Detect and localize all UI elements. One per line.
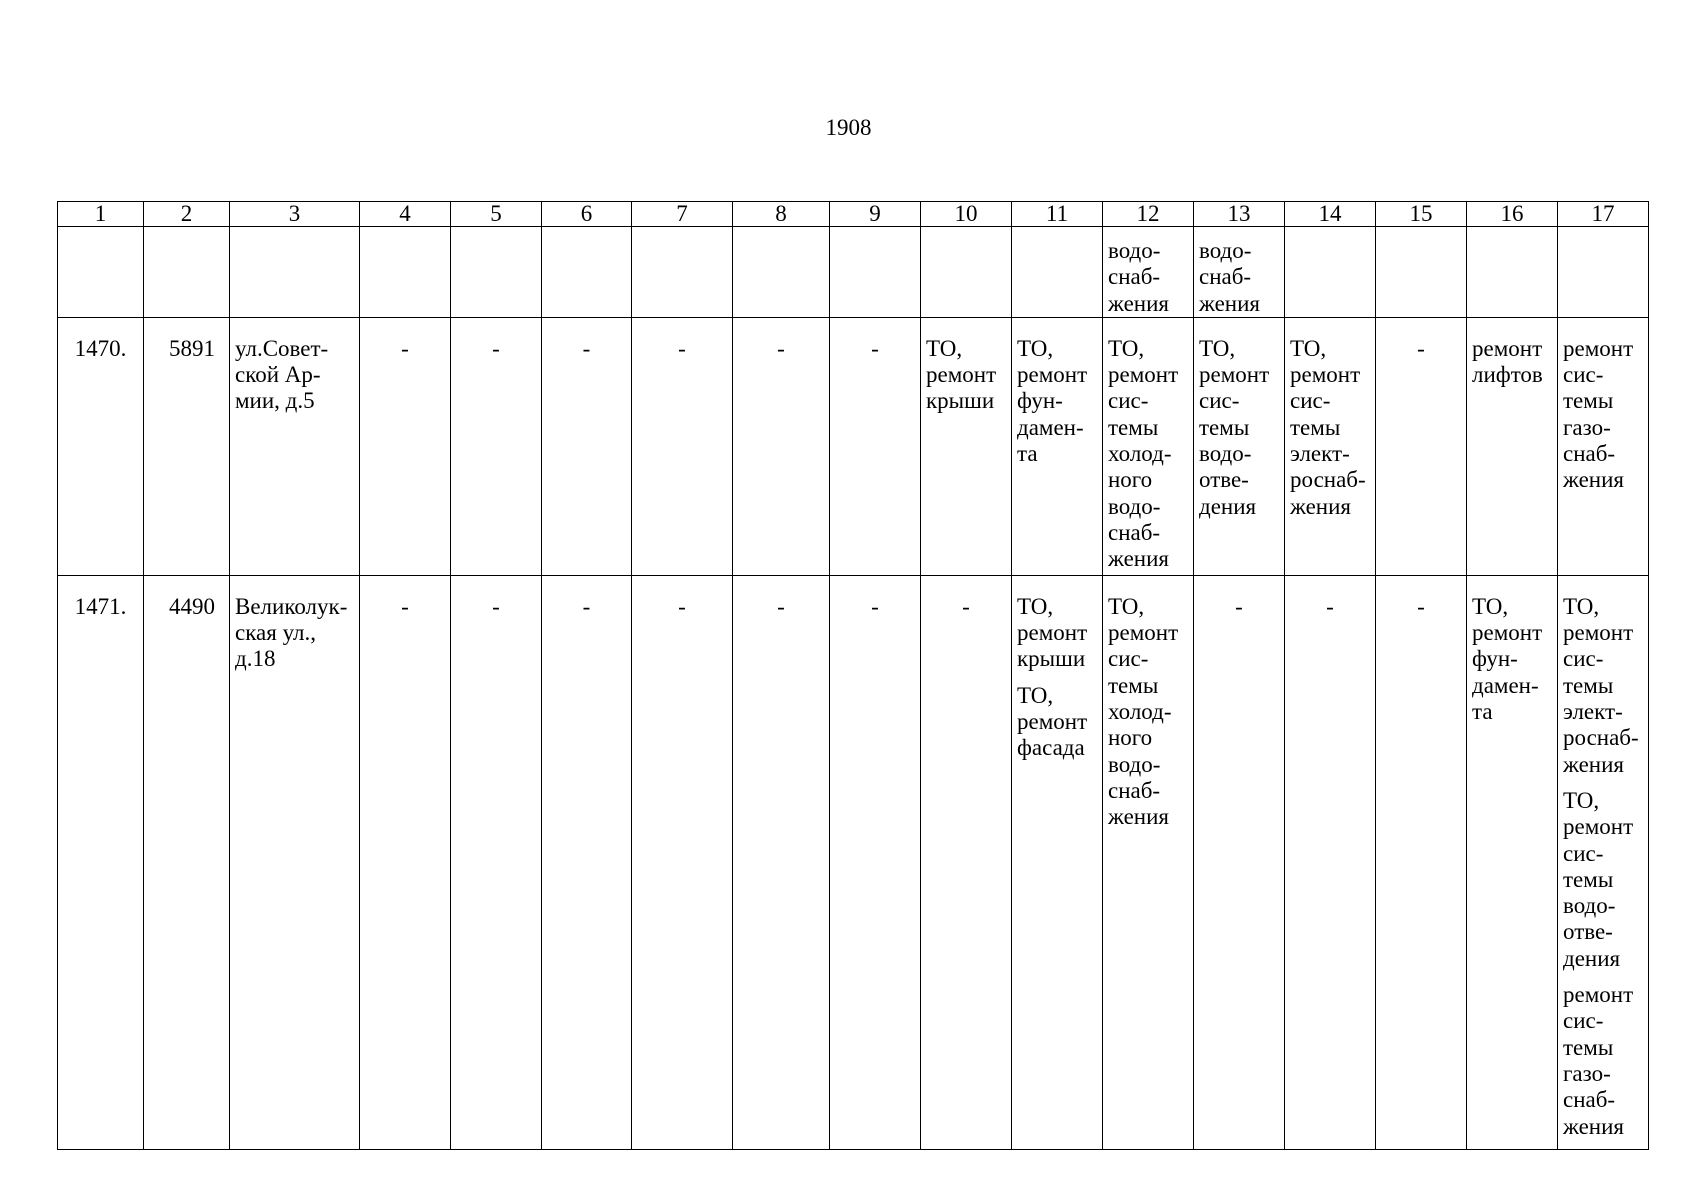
cell-line: дамен-	[1472, 672, 1539, 698]
work-item	[1558, 318, 1648, 494]
table-cell	[1558, 227, 1649, 318]
work-item	[1103, 576, 1193, 831]
work-item	[1285, 318, 1375, 520]
cell-line: ТО,	[1017, 682, 1054, 708]
table-cell	[360, 575, 451, 1149]
cell-line: ремонт	[1199, 362, 1270, 388]
dash: -	[492, 593, 500, 619]
column-number-row	[58, 202, 1649, 227]
cell-line: ТО,	[1563, 593, 1600, 619]
cell-line: темы	[1108, 414, 1159, 440]
cell-line: сис-	[1563, 646, 1604, 672]
row-number: 1470.	[74, 335, 127, 361]
address	[230, 576, 359, 673]
cell-text	[1194, 227, 1284, 317]
table-cell	[1103, 575, 1194, 1149]
table-cell	[733, 317, 830, 575]
cell-entry	[1199, 336, 1279, 520]
cell-line: фун-	[1017, 388, 1063, 414]
cell-line: ремонт	[1017, 620, 1088, 646]
cell-line: ремонт	[1563, 335, 1634, 361]
cell-entry	[1017, 336, 1097, 467]
dash: -	[777, 335, 785, 361]
cell-entry	[1017, 594, 1097, 673]
cell-entry	[1563, 982, 1643, 1140]
cell-line: снаб-	[1108, 777, 1161, 803]
table-cell	[451, 227, 542, 318]
cell-line: жения	[1108, 804, 1169, 830]
dash: -	[401, 593, 409, 619]
column-number: 6	[542, 202, 632, 227]
code-cell	[144, 317, 230, 575]
cell-line: та	[1472, 699, 1493, 725]
cell-line: ТО,	[1290, 335, 1327, 361]
cell-line: снаб-	[1108, 264, 1161, 290]
address-cell	[230, 575, 360, 1149]
column-number: 14	[1285, 202, 1376, 227]
table-cell	[1103, 227, 1194, 318]
table-cell	[451, 575, 542, 1149]
row-number-cell	[58, 575, 144, 1149]
cell-line: сис-	[1563, 1008, 1604, 1034]
table-cell	[451, 317, 542, 575]
cell-line: снаб-	[1199, 264, 1252, 290]
table-cell	[1194, 227, 1285, 318]
column-number: 16	[1467, 202, 1558, 227]
cell-line: ного	[1108, 467, 1153, 493]
table-cell	[58, 227, 144, 318]
cell-line: элект-	[1563, 699, 1623, 725]
work-item	[1012, 576, 1102, 762]
table-cell	[144, 227, 230, 318]
cell-line: ТО,	[1017, 335, 1054, 361]
row-number: 1471.	[74, 593, 127, 619]
table-cell	[1285, 227, 1376, 318]
table-cell	[1376, 575, 1467, 1149]
table-cell	[830, 317, 921, 575]
dash: -	[582, 593, 591, 619]
address-cell	[230, 317, 360, 575]
cell-line: ремонт	[1472, 620, 1543, 646]
table-cell	[1103, 317, 1194, 575]
cell-line: отве-	[1563, 919, 1613, 945]
cell-line: снаб-	[1563, 441, 1616, 467]
cell-line: водо-	[1199, 238, 1252, 263]
table-cell	[360, 227, 451, 318]
cell-line: жения	[1563, 751, 1624, 777]
cell-line: ного	[1108, 725, 1153, 751]
table-cell	[733, 575, 830, 1149]
dash: -	[962, 593, 970, 619]
cell-line: фун-	[1472, 646, 1518, 672]
cell-line: сис-	[1563, 362, 1604, 388]
dash: -	[492, 335, 500, 361]
cell-line: дения	[1199, 493, 1257, 519]
cell-line: ремонт	[1017, 362, 1088, 388]
cell-line: крыши	[926, 388, 995, 414]
table-cell	[1558, 317, 1649, 575]
cell-line: сис-	[1290, 388, 1331, 414]
table-cell	[1012, 575, 1103, 1149]
cell-line: мии, д.5	[235, 388, 315, 414]
cell-line: Великолук-	[235, 593, 348, 619]
column-number: 1	[58, 202, 144, 227]
cell-line: жения	[1290, 493, 1351, 519]
cell-line: газо-	[1563, 414, 1611, 440]
table-cell	[1194, 575, 1285, 1149]
cell-line: темы	[1290, 414, 1341, 440]
dash: -	[678, 335, 686, 361]
cell-entry	[1563, 336, 1643, 494]
cell-entry	[1472, 594, 1552, 725]
cell-line: водо-	[1108, 238, 1161, 263]
cell-line: сис-	[1199, 388, 1240, 414]
table-cell	[921, 317, 1012, 575]
cell-line: фасада	[1017, 735, 1085, 761]
cell-line: роснаб-	[1290, 467, 1366, 493]
table-cell	[542, 317, 632, 575]
table-cell	[921, 227, 1012, 318]
register-table	[57, 201, 1649, 1150]
cell-line: ремонт	[1108, 620, 1179, 646]
table-cell	[733, 227, 830, 318]
cell-line: ремонт	[1563, 814, 1634, 840]
table-cell	[632, 227, 733, 318]
cell-line: элект-	[1290, 441, 1350, 467]
table-cell	[1012, 227, 1103, 318]
cell-entry	[926, 336, 1006, 415]
cell-line: ская ул.,	[235, 620, 317, 646]
column-number: 5	[451, 202, 542, 227]
table-cell	[1194, 317, 1285, 575]
dash: -	[678, 593, 686, 619]
table-cell	[921, 575, 1012, 1149]
column-number: 8	[733, 202, 830, 227]
table-cell	[1376, 227, 1467, 318]
work-item	[1558, 576, 1648, 1140]
cell-entry	[1017, 683, 1097, 762]
cell-entry	[1199, 238, 1279, 317]
cell-line: темы	[1563, 672, 1614, 698]
cell-line: холод-	[1108, 699, 1172, 725]
cell-line: ул.Совет-	[235, 335, 329, 361]
work-item	[1194, 318, 1284, 520]
table-cell	[830, 227, 921, 318]
row-number-cell	[58, 317, 144, 575]
page-number: 1908	[825, 115, 872, 140]
table-cell	[1285, 575, 1376, 1149]
cell-line: темы	[1563, 1034, 1614, 1060]
object-code: 4490	[169, 593, 215, 619]
cell-line: темы	[1563, 866, 1614, 892]
table-cell	[632, 575, 733, 1149]
column-number: 4	[360, 202, 451, 227]
cell-line: водо-	[1108, 751, 1161, 777]
table-cell	[542, 575, 632, 1149]
table-cell	[542, 227, 632, 318]
dash: -	[582, 335, 591, 361]
table-cell	[1467, 227, 1558, 318]
cell-line: дения	[1563, 945, 1621, 971]
column-number: 11	[1012, 202, 1103, 227]
table-cell	[230, 227, 360, 318]
column-number: 15	[1376, 202, 1467, 227]
cell-line: отве-	[1199, 467, 1249, 493]
dash: -	[1326, 593, 1334, 619]
dash: -	[1417, 335, 1425, 361]
table-cell	[1285, 317, 1376, 575]
work-item	[921, 318, 1011, 415]
object-code: 5891	[169, 335, 215, 361]
cell-line: ТО,	[1108, 335, 1145, 361]
dash: -	[871, 593, 879, 619]
column-number: 2	[144, 202, 230, 227]
cell-line: ремонт	[1472, 335, 1543, 361]
cell-entry	[1290, 336, 1370, 520]
cell-line: та	[1017, 441, 1038, 467]
continuation-row	[58, 227, 1649, 318]
cell-line: жения	[1199, 290, 1260, 316]
cell-line: жения	[1563, 467, 1624, 493]
work-item	[1012, 318, 1102, 467]
cell-line: водо-	[1563, 893, 1616, 919]
cell-entry	[1108, 238, 1188, 317]
cell-line: водо-	[1199, 441, 1252, 467]
cell-line: ской Ар-	[235, 362, 321, 388]
cell-line: холод-	[1108, 441, 1172, 467]
cell-line: темы	[1563, 388, 1614, 414]
cell-line: крыши	[1017, 646, 1086, 672]
dash: -	[1417, 593, 1425, 619]
column-number: 13	[1194, 202, 1285, 227]
cell-line: газо-	[1563, 1060, 1611, 1086]
cell-line: темы	[1199, 414, 1250, 440]
work-item	[1467, 318, 1557, 389]
cell-line: дамен-	[1017, 414, 1084, 440]
cell-entry	[1108, 336, 1188, 573]
cell-line: д.18	[235, 646, 276, 672]
table-cell	[830, 575, 921, 1149]
cell-line: водо-	[1108, 493, 1161, 519]
column-number: 12	[1103, 202, 1194, 227]
table-cell	[1558, 575, 1649, 1149]
table-cell	[1376, 317, 1467, 575]
table-cell	[1012, 317, 1103, 575]
column-number: 10	[921, 202, 1012, 227]
cell-line: лифтов	[1472, 362, 1543, 388]
cell-entry	[1563, 788, 1643, 972]
cell-line: ТО,	[926, 335, 963, 361]
cell-line: ремонт	[1108, 362, 1179, 388]
cell-line: снаб-	[1563, 1087, 1616, 1113]
cell-line: сис-	[1108, 646, 1149, 672]
cell-entry	[1108, 594, 1188, 831]
table-row	[58, 317, 1649, 575]
code-cell	[144, 575, 230, 1149]
cell-line: ремонт	[1017, 709, 1088, 735]
cell-line: снаб-	[1108, 519, 1161, 545]
cell-line: темы	[1108, 672, 1159, 698]
cell-entry	[235, 594, 354, 673]
column-number: 9	[830, 202, 921, 227]
column-number: 17	[1558, 202, 1649, 227]
cell-line: ремонт	[1290, 362, 1361, 388]
cell-line: сис-	[1108, 388, 1149, 414]
work-item	[1103, 318, 1193, 573]
cell-entry	[1472, 336, 1552, 389]
dash: -	[871, 335, 879, 361]
cell-line: ТО,	[1472, 593, 1509, 619]
cell-line: ТО,	[1563, 787, 1600, 813]
table-cell	[632, 317, 733, 575]
cell-entry	[1563, 594, 1643, 778]
table-cell	[1467, 317, 1558, 575]
dash: -	[777, 593, 785, 619]
cell-entry	[235, 336, 354, 415]
cell-line: роснаб-	[1563, 725, 1639, 751]
cell-line: жения	[1108, 290, 1169, 316]
cell-line: ремонт	[926, 362, 997, 388]
dash: -	[1235, 593, 1243, 619]
column-number: 3	[230, 202, 360, 227]
cell-line: ТО,	[1108, 593, 1145, 619]
dash: -	[401, 335, 409, 361]
cell-line: ТО,	[1199, 335, 1236, 361]
cell-text	[1103, 227, 1193, 317]
cell-line: ТО,	[1017, 593, 1054, 619]
cell-line: жения	[1563, 1113, 1624, 1139]
cell-line: сис-	[1563, 840, 1604, 866]
work-item	[1467, 576, 1557, 725]
column-number: 7	[632, 202, 733, 227]
cell-line: ремонт	[1563, 620, 1634, 646]
cell-line: жения	[1108, 546, 1169, 572]
table-cell	[360, 317, 451, 575]
table-cell	[1467, 575, 1558, 1149]
cell-line: ремонт	[1563, 982, 1634, 1008]
address	[230, 318, 359, 415]
table-row	[58, 575, 1649, 1149]
